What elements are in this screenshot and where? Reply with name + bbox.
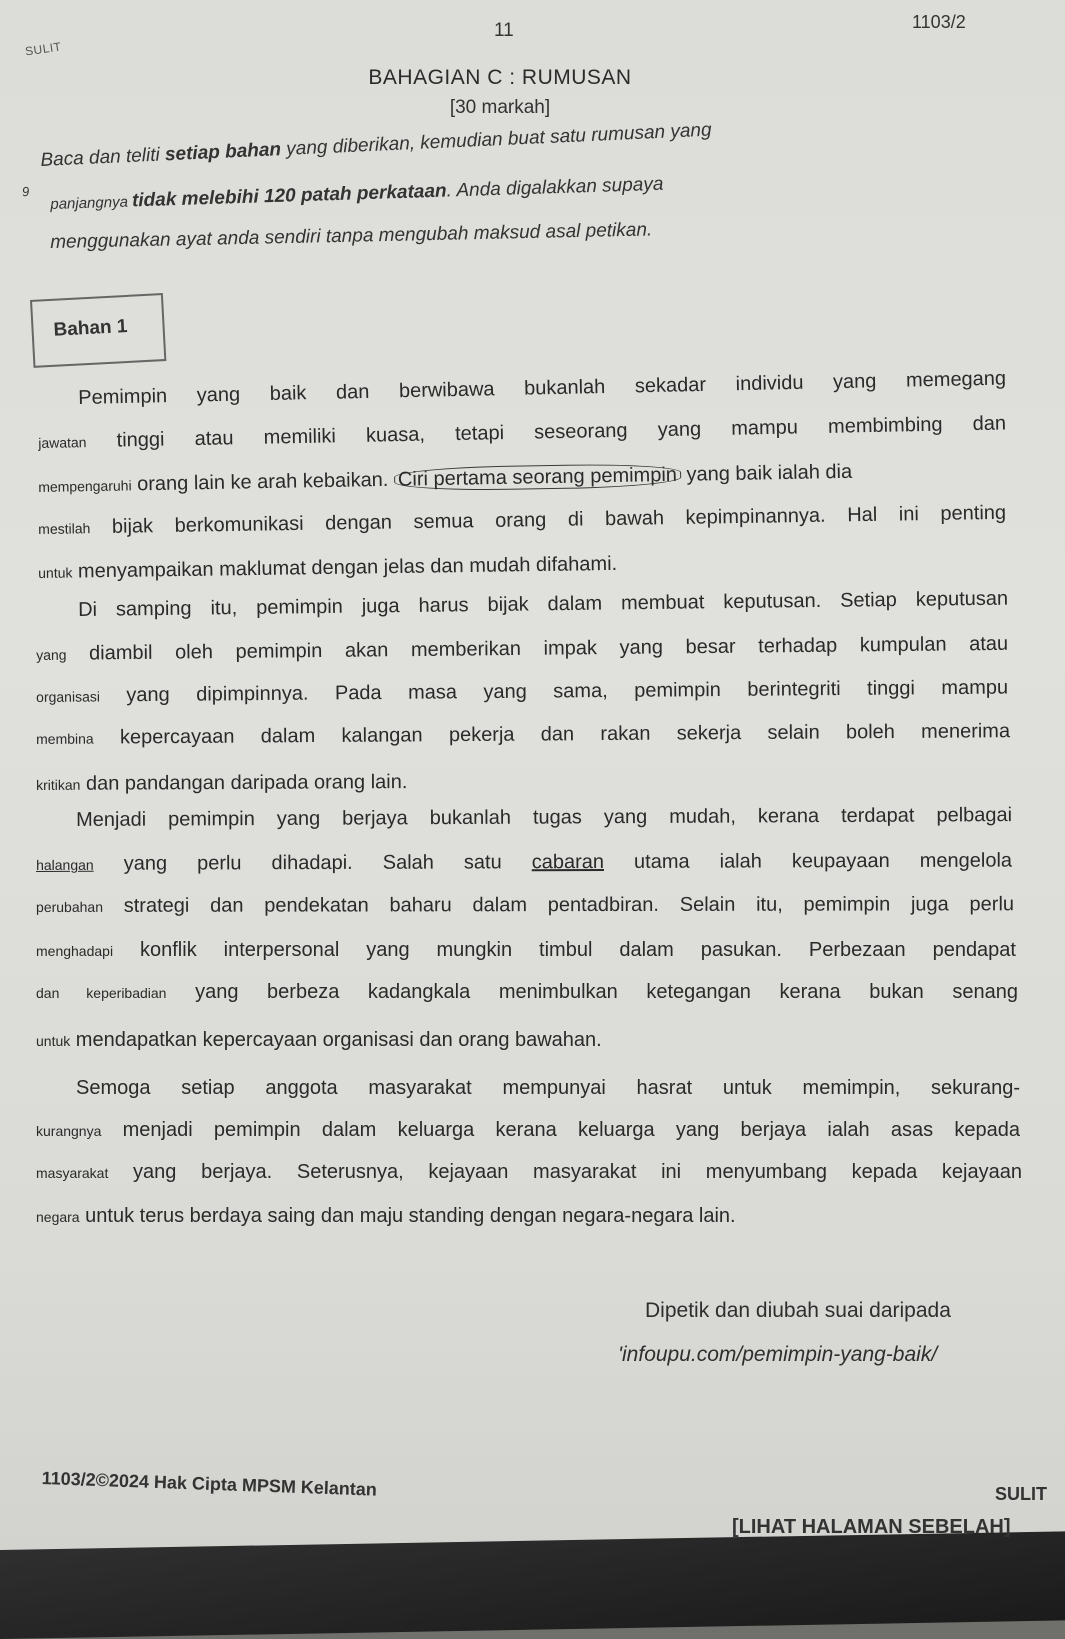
instruction-text: Baca dan teliti [40,144,166,171]
passage-line [36,892,1014,919]
section-title: BAHAGIAN C : RUMUSAN [368,66,632,89]
material-label: Bahan 1 [53,315,128,341]
passage-text: kepercayaan dalam kalangan pekerja dan rakan sekerja selain boleh menerima [93,720,1011,749]
passage-text: tinggi atau memiliki kuasa, tetapi seseorang yang mampu membimbing dan [86,412,1007,453]
passage-line [36,849,1012,877]
passage-word: dan keperibadian [36,985,167,1001]
passage-text: yang dipimpinnya. Pada masa yang sama, pemimpin berintegriti tinggi mampu [99,676,1009,707]
passage-line [36,1160,1022,1185]
passage-text: utama ialah keupayaan mengelola [603,849,1013,874]
passage-word: membina [36,730,94,747]
passage-word: organisasi [36,688,101,705]
passage-line [36,980,1018,1005]
material-label-box [30,293,166,368]
instruction-emphasis: setiap bahan [164,139,282,166]
passage-line [36,1118,1020,1143]
passage-text: yang berbeza kadangkala menimbulkan ketegangan kerana bukan senang [166,981,1018,1003]
circled-phrase: Ciri pertama seorang pemimpin [394,463,681,492]
passage-line [36,1028,602,1053]
passage-word: kurangnya [36,1123,102,1139]
passage-word: perubahan [36,898,103,915]
passage-word: mestilah [38,520,91,537]
underlined-word: halangan [36,856,94,873]
passage-word: yang [36,646,67,663]
passage-text: yang perlu dihadapi. Salah satu [93,851,532,875]
passage-text: menjadi pemimpin dalam keluarga kerana keluarga yang berjaya ialah asas kepada [101,1119,1020,1141]
passage-text: yang baik ialah dia [680,460,853,486]
instruction-emphasis: tidak melebihi 120 patah perkataan [131,180,447,212]
question-number: 9 [21,183,30,200]
passage-text: mendapatkan kepercayaan organisasi dan orang bawahan. [70,1029,602,1051]
classification-stamp-top: SULIT [24,39,63,59]
passage-word: jawatan [38,434,87,451]
instruction-text: . Anda digalakkan supaya [446,173,664,202]
source-url: 'infoupu.com/pemimpin-yang-baik/ [618,1343,938,1366]
passage-line: Pemimpin yang baik dan berwibawa bukanlah sekadar individu yang memegang [78,367,1007,409]
background-edge [0,1531,1065,1639]
instruction-text: yang diberikan, kemudian buat satu rumusan yang [280,119,712,161]
classification-stamp-bottom: SULIT [995,1484,1047,1504]
passage-word: untuk [38,564,73,581]
passage-text: menyampaikan maklumat dengan jelas dan mudah difahami. [72,552,618,583]
section-marks: [30 markah] [449,97,551,118]
passage-text: bijak berkomunikasi dengan semua orang di bawah kepimpinannya. Hal ini penting [90,501,1007,539]
instruction-line-3: menggunakan ayat anda sendiri tanpa mengubah maksud asal petikan. [50,219,653,253]
passage-text: orang lain ke arah kebaikan. [131,468,395,496]
page-number: 11 [494,20,514,41]
source-credit: Dipetik dan diubah suai daripada [645,1299,951,1322]
passage-word: kritikan [36,776,81,793]
passage-text: yang berjaya. Seterusnya, kejayaan masyarakat ini menyumbang kepada kejayaan [108,1161,1022,1183]
instruction-text: panjangnya [50,193,133,213]
passage-word: mempengaruhi [38,477,132,495]
passage-line: Menjadi pemimpin yang berjaya bukanlah tugas yang mudah, kerana terdapat pelbagai [76,804,1013,831]
passage-text: konflik interpersonal yang mungkin timbul dalam pasukan. Perbezaan pendapat [113,939,1016,961]
passage-word: negara [36,1209,80,1225]
passage-line: Di samping itu, pemimpin juga harus bijak dalam membuat keputusan. Setiap keputusan [78,587,1009,621]
passage-word: menghadapi [36,943,114,959]
passage-text: diambil oleh pemimpin akan memberikan impak yang besar terhadap kumpulan atau [66,632,1009,665]
passage-line [36,770,407,797]
passage-line [36,938,1016,963]
passage-text: untuk terus berdaya saing dan maju standing dengan negara-negara lain. [79,1205,736,1227]
underlined-word: cabaran [531,851,605,874]
next-page-notice: [LIHAT HALAMAN SEBELAH] [732,1516,1011,1538]
passage-text: strategi dan pendekatan baharu dalam pentadbiran. Selain itu, pemimpin juga perlu [102,893,1015,917]
passage-word: untuk [36,1033,71,1049]
passage-text: dan pandangan daripada orang lain. [80,771,408,795]
passage-word: masyarakat [36,1165,109,1181]
paper-code: 1103/2 [912,12,966,32]
passage-line [36,1204,736,1229]
passage-line: Semoga setiap anggota masyarakat mempunyai hasrat untuk memimpin, sekurang- [76,1077,1020,1099]
copyright-notice: 1103/2©2024 Hak Cipta MPSM Kelantan [41,1468,378,1500]
